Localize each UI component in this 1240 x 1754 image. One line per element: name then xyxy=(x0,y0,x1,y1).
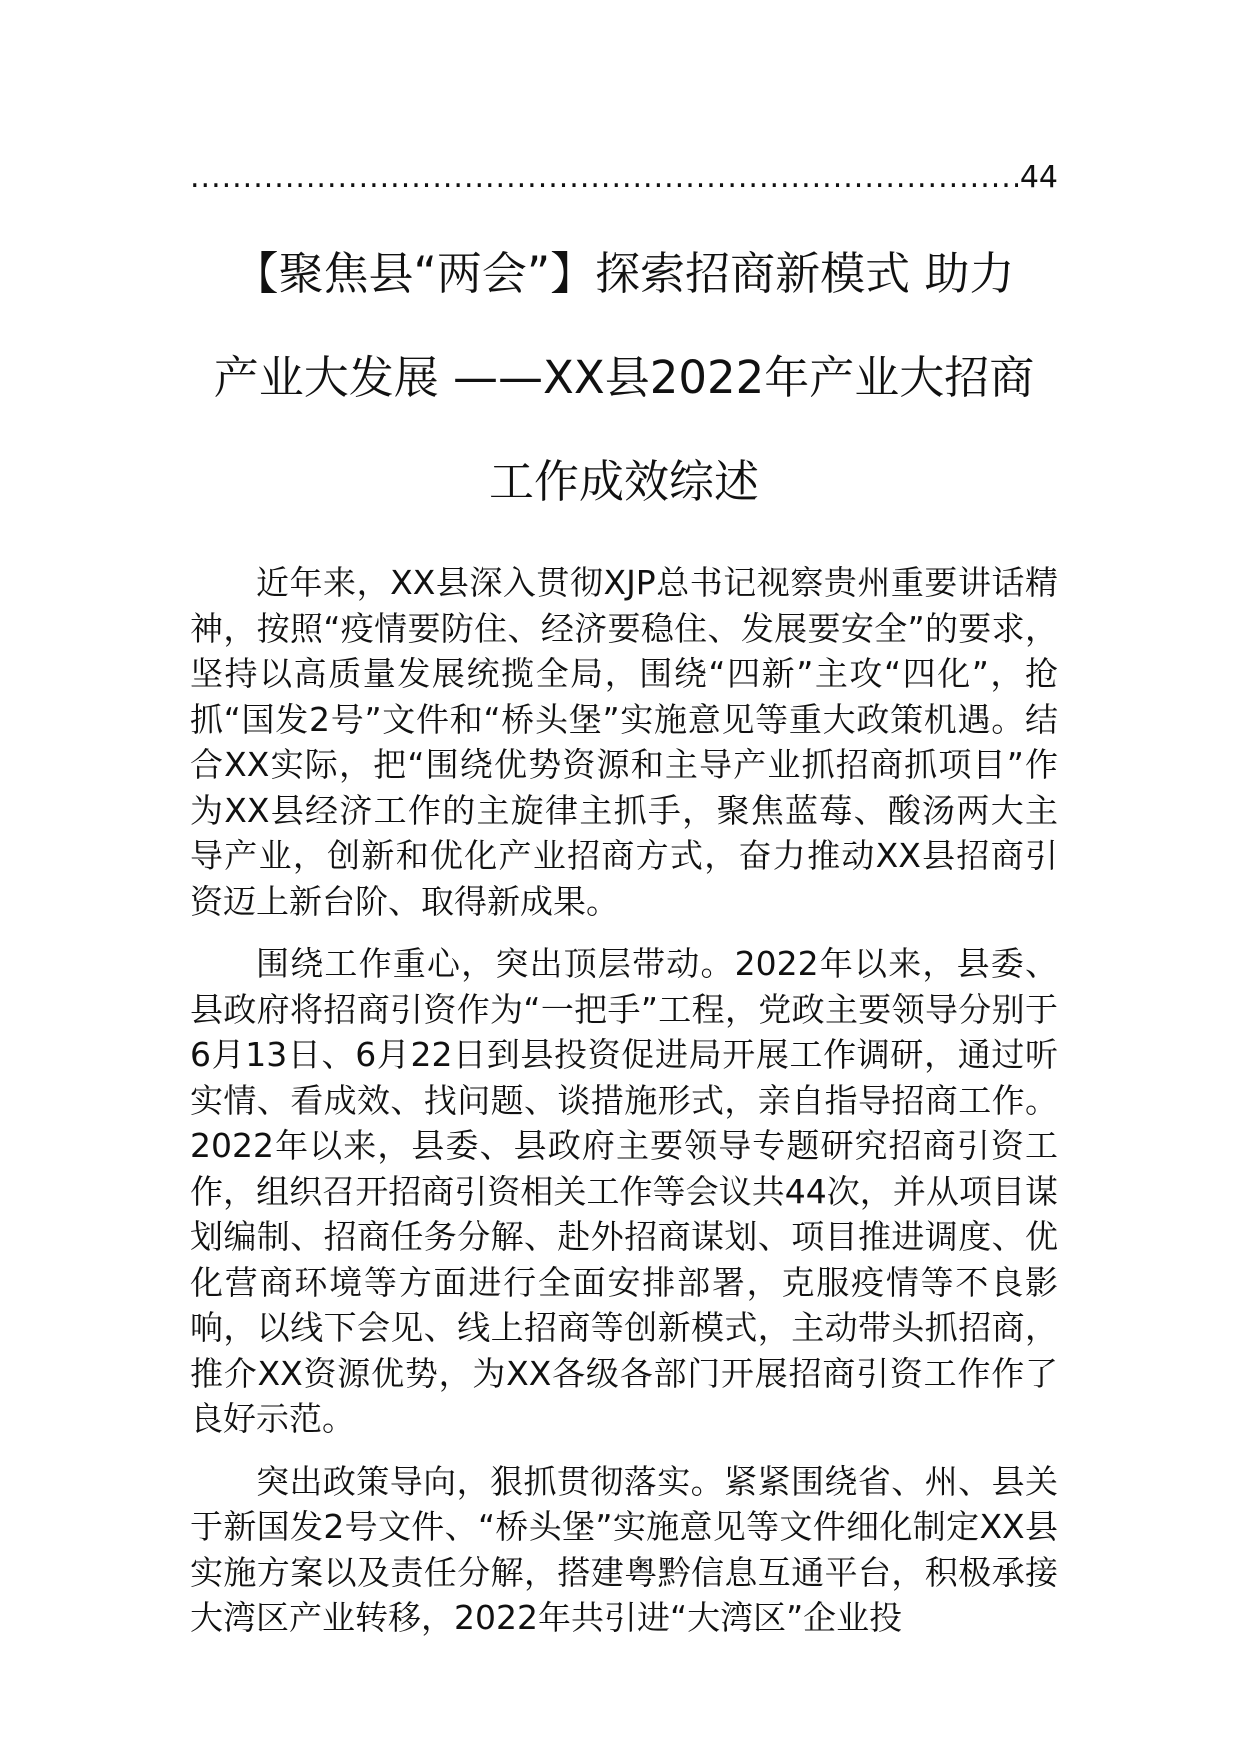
article-body xyxy=(190,560,1058,1641)
paragraph-3: 突出政策导向，狠抓贯彻落实。紧紧围绕省、州、县关于新国发2号文件、“桥头堡”实施意见等文件细化制定XX县实施方案以及责任分解，搭建粤黔信息互通平台，积极承接大湾区产业转移，2022年共引进“大湾区”企业投 xyxy=(190,1461,1058,1637)
title-line-3: 工作成效综述 xyxy=(488,455,759,508)
article-title xyxy=(190,222,1058,534)
document-page xyxy=(190,150,1058,1658)
title-line-2: 产业大发展 ——XX县2022年产业大招商 xyxy=(213,351,1035,404)
paragraph-2: 围绕工作重心，突出顶层带动。2022年以来，县委、县政府将招商引资作为“一把手”工程，党政主要领导分别于6月13日、6月22日到县投资促进局开展工作调研，通过听实情、看成效、找问题、谈措施形式，亲自指导招商工作。2022年以来，县委、县政府主要领导专题研究招商引资工作，组织召开招商引资相关工作等会议共44次，并从项目谋划编制、招商任务分解、赴外招商谋划、项目推进调度、优化营商环境等方面进行全面安排部署，克服疫情等不良影响，以线下会见、线上招商等创新模式，主动带头抓招商，推介XX资源优势，为XX各级各部门开展招商引资工作作了良好示范。 xyxy=(190,944,1058,1438)
toc-leader-line xyxy=(190,150,1058,198)
toc-dot-leader xyxy=(190,158,1018,198)
toc-page-number: 44 xyxy=(1019,160,1058,195)
title-line-1: 【聚焦县“两会”】探索招商新模式 助力 xyxy=(233,247,1015,300)
paragraph-1: 近年来，XX县深入贯彻XJP总书记视察贵州重要讲话精神，按照“疫情要防住、经济要稳住、发展要安全”的要求，坚持以高质量发展统揽全局，围绕“四新”主攻“四化”，抢抓“国发2号”文件和“桥头堡”实施意见等重大政策机遇。结合XX实际，把“围绕优势资源和主导产业抓招商抓项目”作为XX县经济工作的主旋律主抓手，聚焦蓝莓、酸汤两大主导产业，创新和优化产业招商方式，奋力推动XX县招商引资迈上新台阶、取得新成果。 xyxy=(190,563,1058,921)
